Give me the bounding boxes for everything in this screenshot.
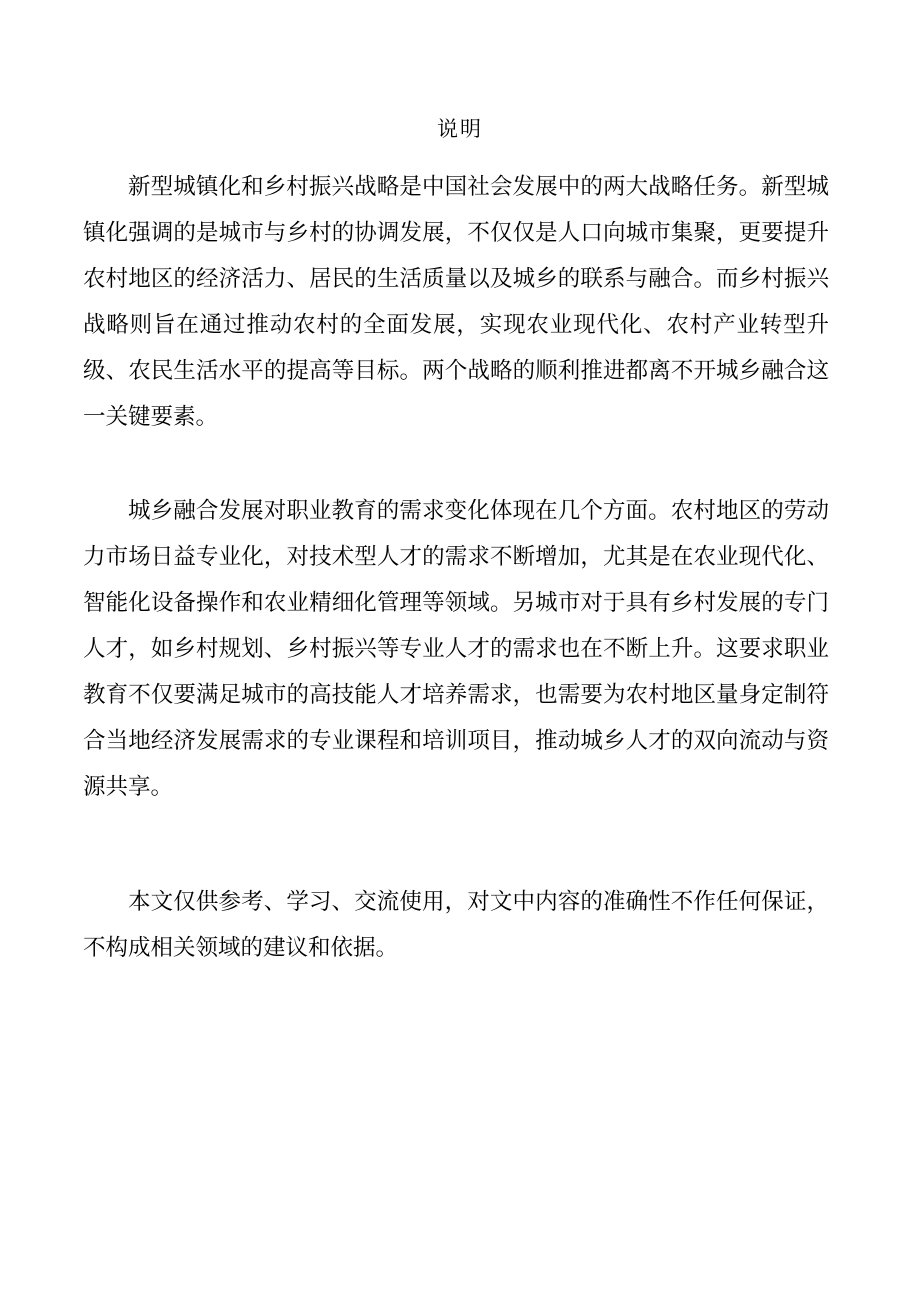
paragraph-intro: 新型城镇化和乡村振兴战略是中国社会发展中的两大战略任务。新型城镇化强调的是城市与乡村的协调发展，不仅仅是人口向城市集聚，更要提升农村地区的经济活力、居民的生活质量以及城乡的联系与融合。而乡村振兴战略则旨在通过推动农村的全面发展，实现农业现代化、农村产业转型升级、农民生活水平的提高等目标。两个战略的顺利推进都离不开城乡融合这一关键要素。	[83, 174, 829, 430]
page-title: 说明	[437, 117, 483, 141]
paragraph-disclaimer: 本文仅供参考、学习、交流使用，对文中内容的准确性不作任何保证，不构成相关领域的建议和依据。	[83, 889, 829, 961]
paragraph-education-demand: 城乡融合发展对职业教育的需求变化体现在几个方面。农村地区的劳动力市场日益专业化，对技术型人才的需求不断增加，尤其是在农业现代化、智能化设备操作和农业精细化管理等领域。另城市对于具有乡村发展的专门人才，如乡村规划、乡村振兴等专业人才的需求也在不断上升。这要求职业教育不仅要满足城市的高技能人才培养需求，也需要为农村地区量身定制符合当地经济发展需求的专业课程和培训项目，推动城乡人才的双向流动与资源共享。	[83, 498, 829, 800]
